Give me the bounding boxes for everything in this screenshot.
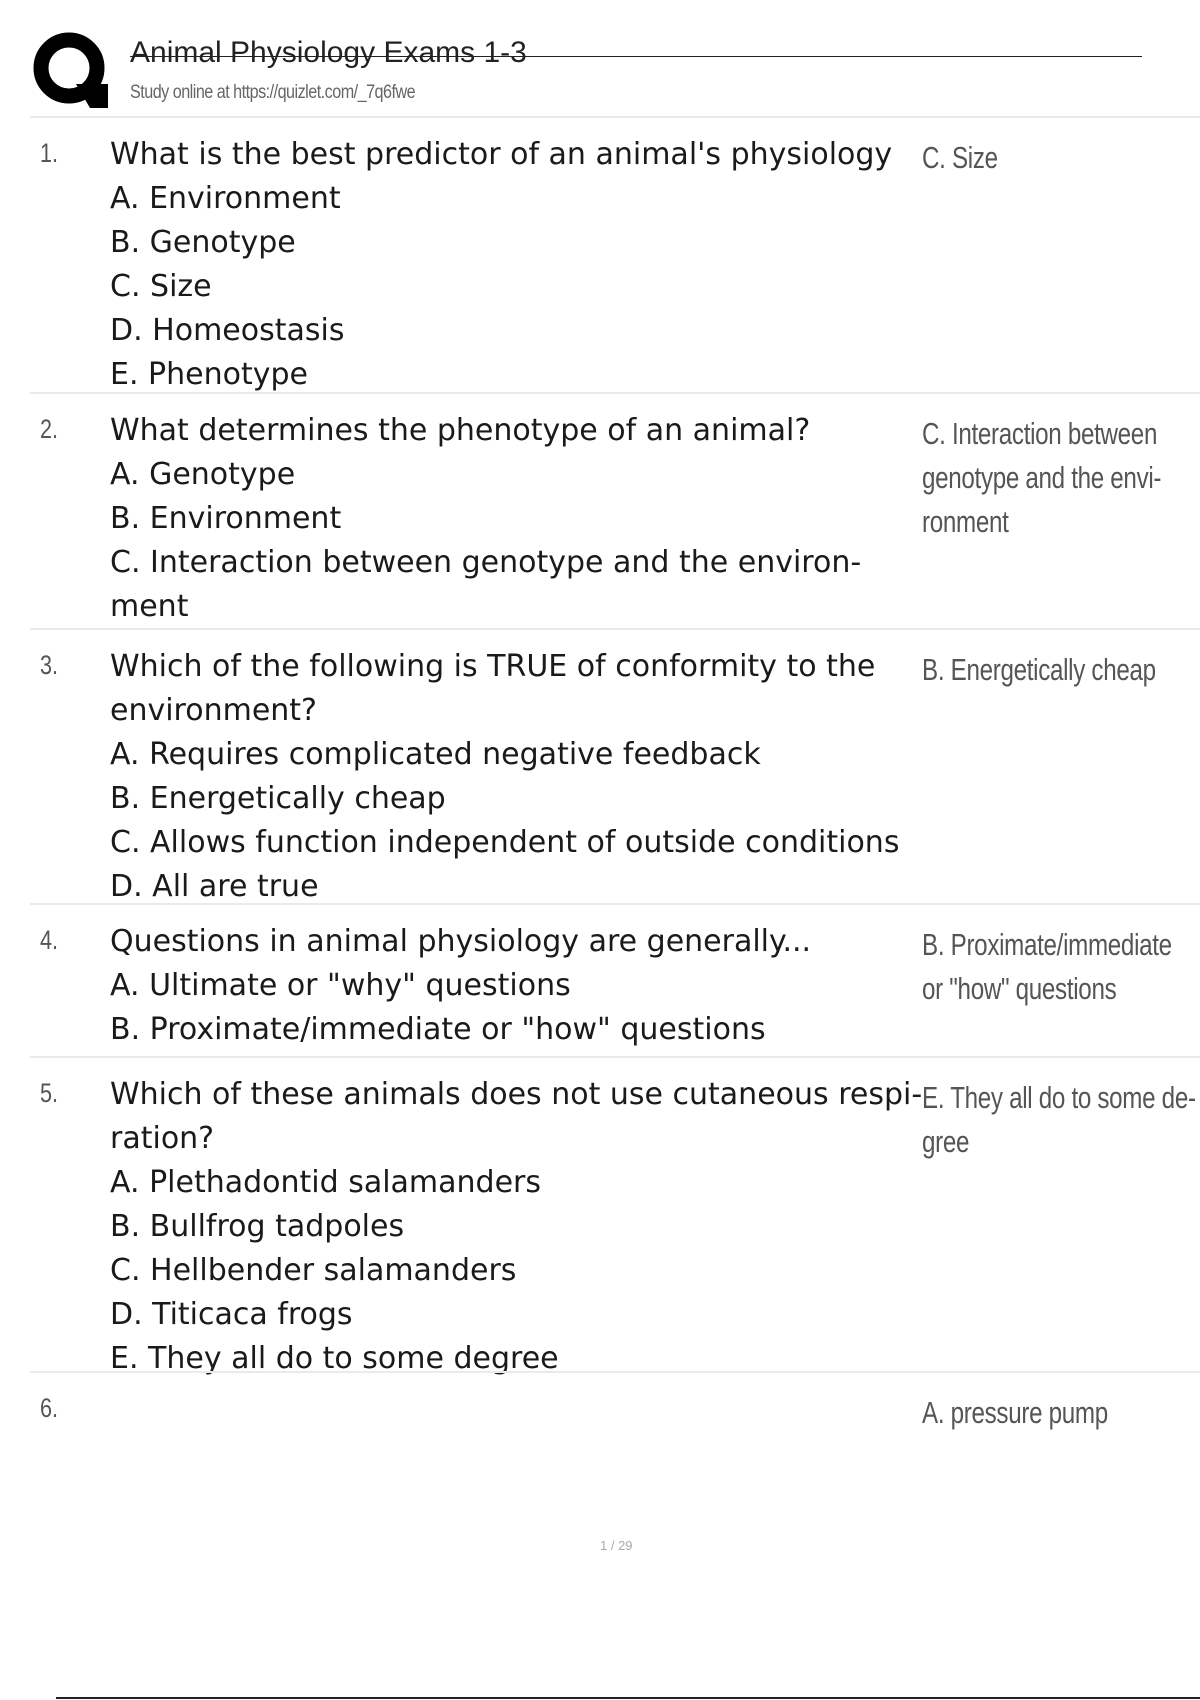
flashcard (30, 628, 1200, 903)
answer-text (922, 1076, 1196, 1164)
question-line: What is the best predictor of an animal's physiology (110, 137, 893, 172)
answer-line: A. pressure pump (922, 1395, 1108, 1430)
answer-line: ronment (922, 504, 1009, 539)
question-line: What determines the phenotype of an animal? (110, 413, 811, 448)
answer-line: E. They all do to some de- (922, 1080, 1196, 1115)
option-line: ration? (110, 1121, 215, 1156)
option-line: A. Plethadontid salamanders (110, 1165, 542, 1200)
answer-text (922, 923, 1179, 1011)
page-number: 1 / 29 (600, 1538, 633, 1553)
option-line: B. Genotype (110, 225, 296, 260)
question-line: Which of these animals does not use cutaneous respi- (110, 1077, 923, 1112)
question-text (30, 630, 940, 909)
answer-line: gree (922, 1124, 970, 1159)
bottom-rule (56, 1697, 1200, 1699)
option-line: E. They all do to some degree (110, 1341, 559, 1376)
option-line: E. Phenotype (110, 357, 308, 392)
study-online-link[interactable]: Study online at https://quizlet.com/_7q6fwe (130, 82, 416, 103)
option-line: C. Interaction between genotype and the environ- (110, 545, 862, 580)
option-line: environment? (110, 693, 317, 728)
question-text (30, 1058, 940, 1381)
flashcard (30, 392, 1200, 628)
flashcard (30, 116, 1200, 392)
card-number: 4. (40, 925, 59, 955)
title-rule (130, 56, 1142, 57)
option-line: A. Ultimate or "why" questions (110, 968, 571, 1003)
flashcard-list (0, 116, 1200, 1443)
document-title: Animal Physiology Exams 1-3 (130, 36, 527, 69)
answer-text (922, 1391, 1179, 1435)
option-line: A. Requires complicated negative feedback (110, 737, 761, 772)
quizlet-logo-icon (32, 32, 110, 110)
card-number: 1. (40, 138, 59, 168)
answer-text (922, 136, 1179, 180)
card-number: 6. (40, 1393, 59, 1423)
answer-line: C. Interaction between (922, 416, 1158, 451)
answer-line: or "how" questions (922, 971, 1117, 1006)
answer-text (922, 648, 1179, 692)
question-text (30, 905, 940, 1052)
option-line: B. Environment (110, 501, 342, 536)
question-text (30, 394, 940, 629)
answer-line: C. Size (922, 140, 998, 175)
option-line: C. Allows function independent of outside conditions (110, 825, 900, 860)
option-line: B. Proximate/immediate or "how" questions (110, 1012, 766, 1047)
option-line: C. Hellbender salamanders (110, 1253, 517, 1288)
option-line: A. Genotype (110, 457, 296, 492)
question-line: Questions in animal physiology are generally... (110, 924, 812, 959)
question-text (30, 118, 940, 397)
question-text (30, 1373, 940, 1388)
option-line: ment (110, 589, 189, 624)
option-line: C. Size (110, 269, 212, 304)
option-line: D. All are true (110, 869, 319, 904)
question-line: Which of the following is TRUE of conformity to the (110, 649, 876, 684)
answer-text (922, 412, 1179, 544)
answer-line: B. Energetically cheap (922, 652, 1156, 687)
flashcard (30, 1371, 1200, 1443)
answer-line: B. Proximate/immediate (922, 927, 1172, 962)
flashcard (30, 903, 1200, 1056)
option-line: B. Bullfrog tadpoles (110, 1209, 405, 1244)
answer-line: genotype and the envi- (922, 460, 1162, 495)
flashcard (30, 1056, 1200, 1376)
option-line: D. Homeostasis (110, 313, 345, 348)
card-number: 3. (40, 650, 59, 680)
card-number: 5. (40, 1078, 59, 1108)
document-header (0, 0, 1200, 118)
option-line: A. Environment (110, 181, 341, 216)
option-line: B. Energetically cheap (110, 781, 446, 816)
card-number: 2. (40, 414, 59, 444)
option-line: D. Titicaca frogs (110, 1297, 353, 1332)
